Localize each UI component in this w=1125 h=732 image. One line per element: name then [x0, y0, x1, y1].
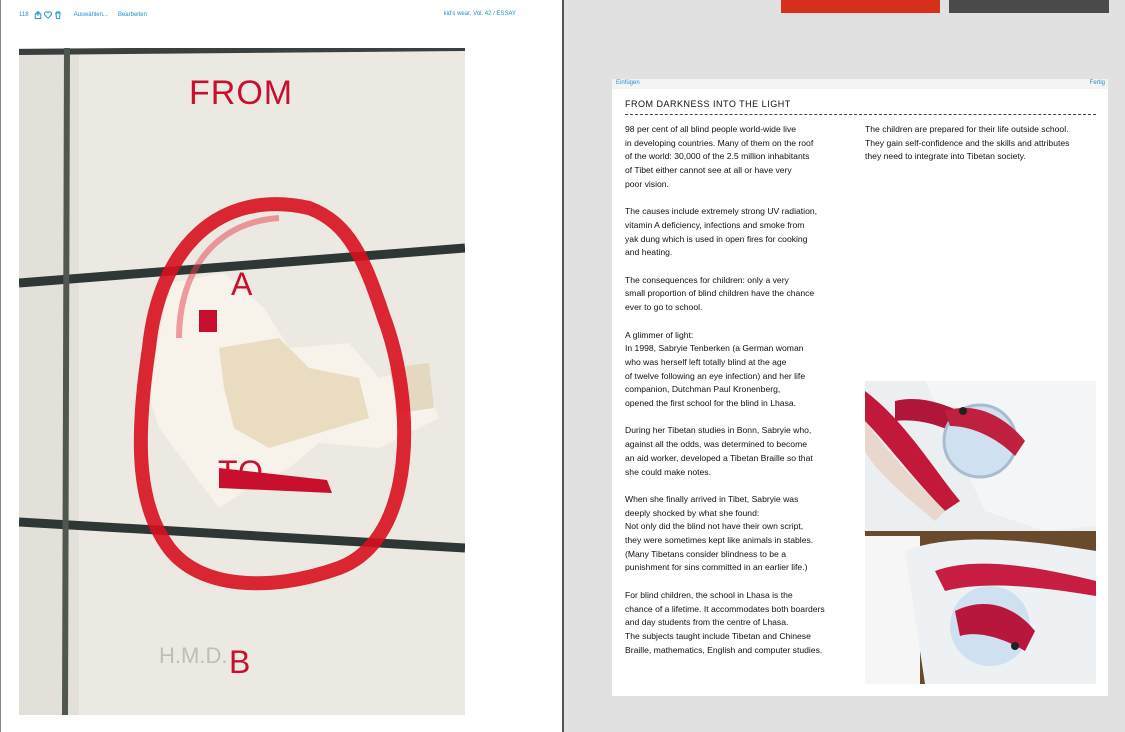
essay-title: FROM DARKNESS INTO THE LIGHT [625, 99, 791, 109]
issue-label: kid's wear, Vol. 42 / ESSAY [443, 11, 516, 17]
done-button[interactable]: Fertig [1089, 80, 1105, 86]
graffiti-photo [19, 48, 465, 715]
insert-button[interactable]: Einfügen [616, 80, 640, 86]
title-divider [625, 114, 1096, 115]
share-icon[interactable] [34, 11, 42, 19]
page-toolbar [19, 10, 147, 20]
paragraph: The consequences for children: only a very small proportion of blind children have the chance ever to go to school. [625, 274, 815, 313]
photo-word-b: B [229, 644, 252, 680]
trash-icon[interactable] [54, 11, 62, 19]
svg-text:H.M.D.: H.M.D. [159, 643, 228, 668]
page-number: 118 [19, 12, 29, 18]
paragraph: During her Tibetan studies in Bonn, Sabryie who, against all the odds, was determined to become an aid worker, developed a Tibetan Braille so that she could make notes. [625, 425, 813, 477]
paragraph: 98 per cent of all blind people world-wide live in developing countries. Many of them on the roof of the world: 30,000 of the 2.5 million inhabitants of Tibet either cannot see at all or have very poor vision. [625, 124, 814, 189]
paragraph: When she finally arrived in Tibet, Sabryie was deeply shocked by what she found: Not only did the blind not have their own script, they were sometimes kept like animals in stables. (Many Tibetans consider blindness to be a punishment for sins committed in an earlier life.) [625, 493, 814, 573]
photo-word-a: A [231, 266, 254, 302]
paragraph: The causes include extremely strong UV radiation, vitamin A deficiency, infections and smoke from yak dung which is used in open fires for cooking and heating. [625, 206, 818, 258]
editor-bar [612, 79, 1108, 89]
select-link[interactable]: Auswählen... [73, 12, 108, 18]
essay-column-1[interactable] [625, 123, 855, 671]
photo-word-from: FROM [189, 74, 294, 112]
heart-icon[interactable] [44, 11, 52, 19]
gray-tab[interactable] [949, 0, 1109, 13]
eye-model-drawing [865, 381, 1096, 684]
red-tab[interactable] [781, 0, 940, 13]
paragraph: The children are prepared for their life outside school. They gain self-confidence and the skills and attributes they need to integrate into Tibetan society. [865, 124, 1070, 162]
edit-link[interactable]: Bearbeiten [117, 12, 147, 18]
paragraph: For blind children, the school in Lhasa is the chance of a lifetime. It accommodates both boarders and day students from the centre of Lhasa. The subjects taught include Tibetan and Chinese Braille, mathematics, English and computer studies. [625, 589, 825, 655]
paragraph: A glimmer of light: In 1998, Sabryie Tenberken (a German woman who was herself left totally blind at the age of twelve following an eye infection) and her life companion, Dutchman Paul Kronenberg, opened the first school for the blind in Lhasa. [625, 329, 806, 409]
essay-column-2[interactable] [865, 123, 1100, 178]
eye-model-photo [865, 381, 1096, 684]
graffiti-photo-drawing [19, 48, 465, 715]
photo-word-to: TO [218, 454, 264, 490]
